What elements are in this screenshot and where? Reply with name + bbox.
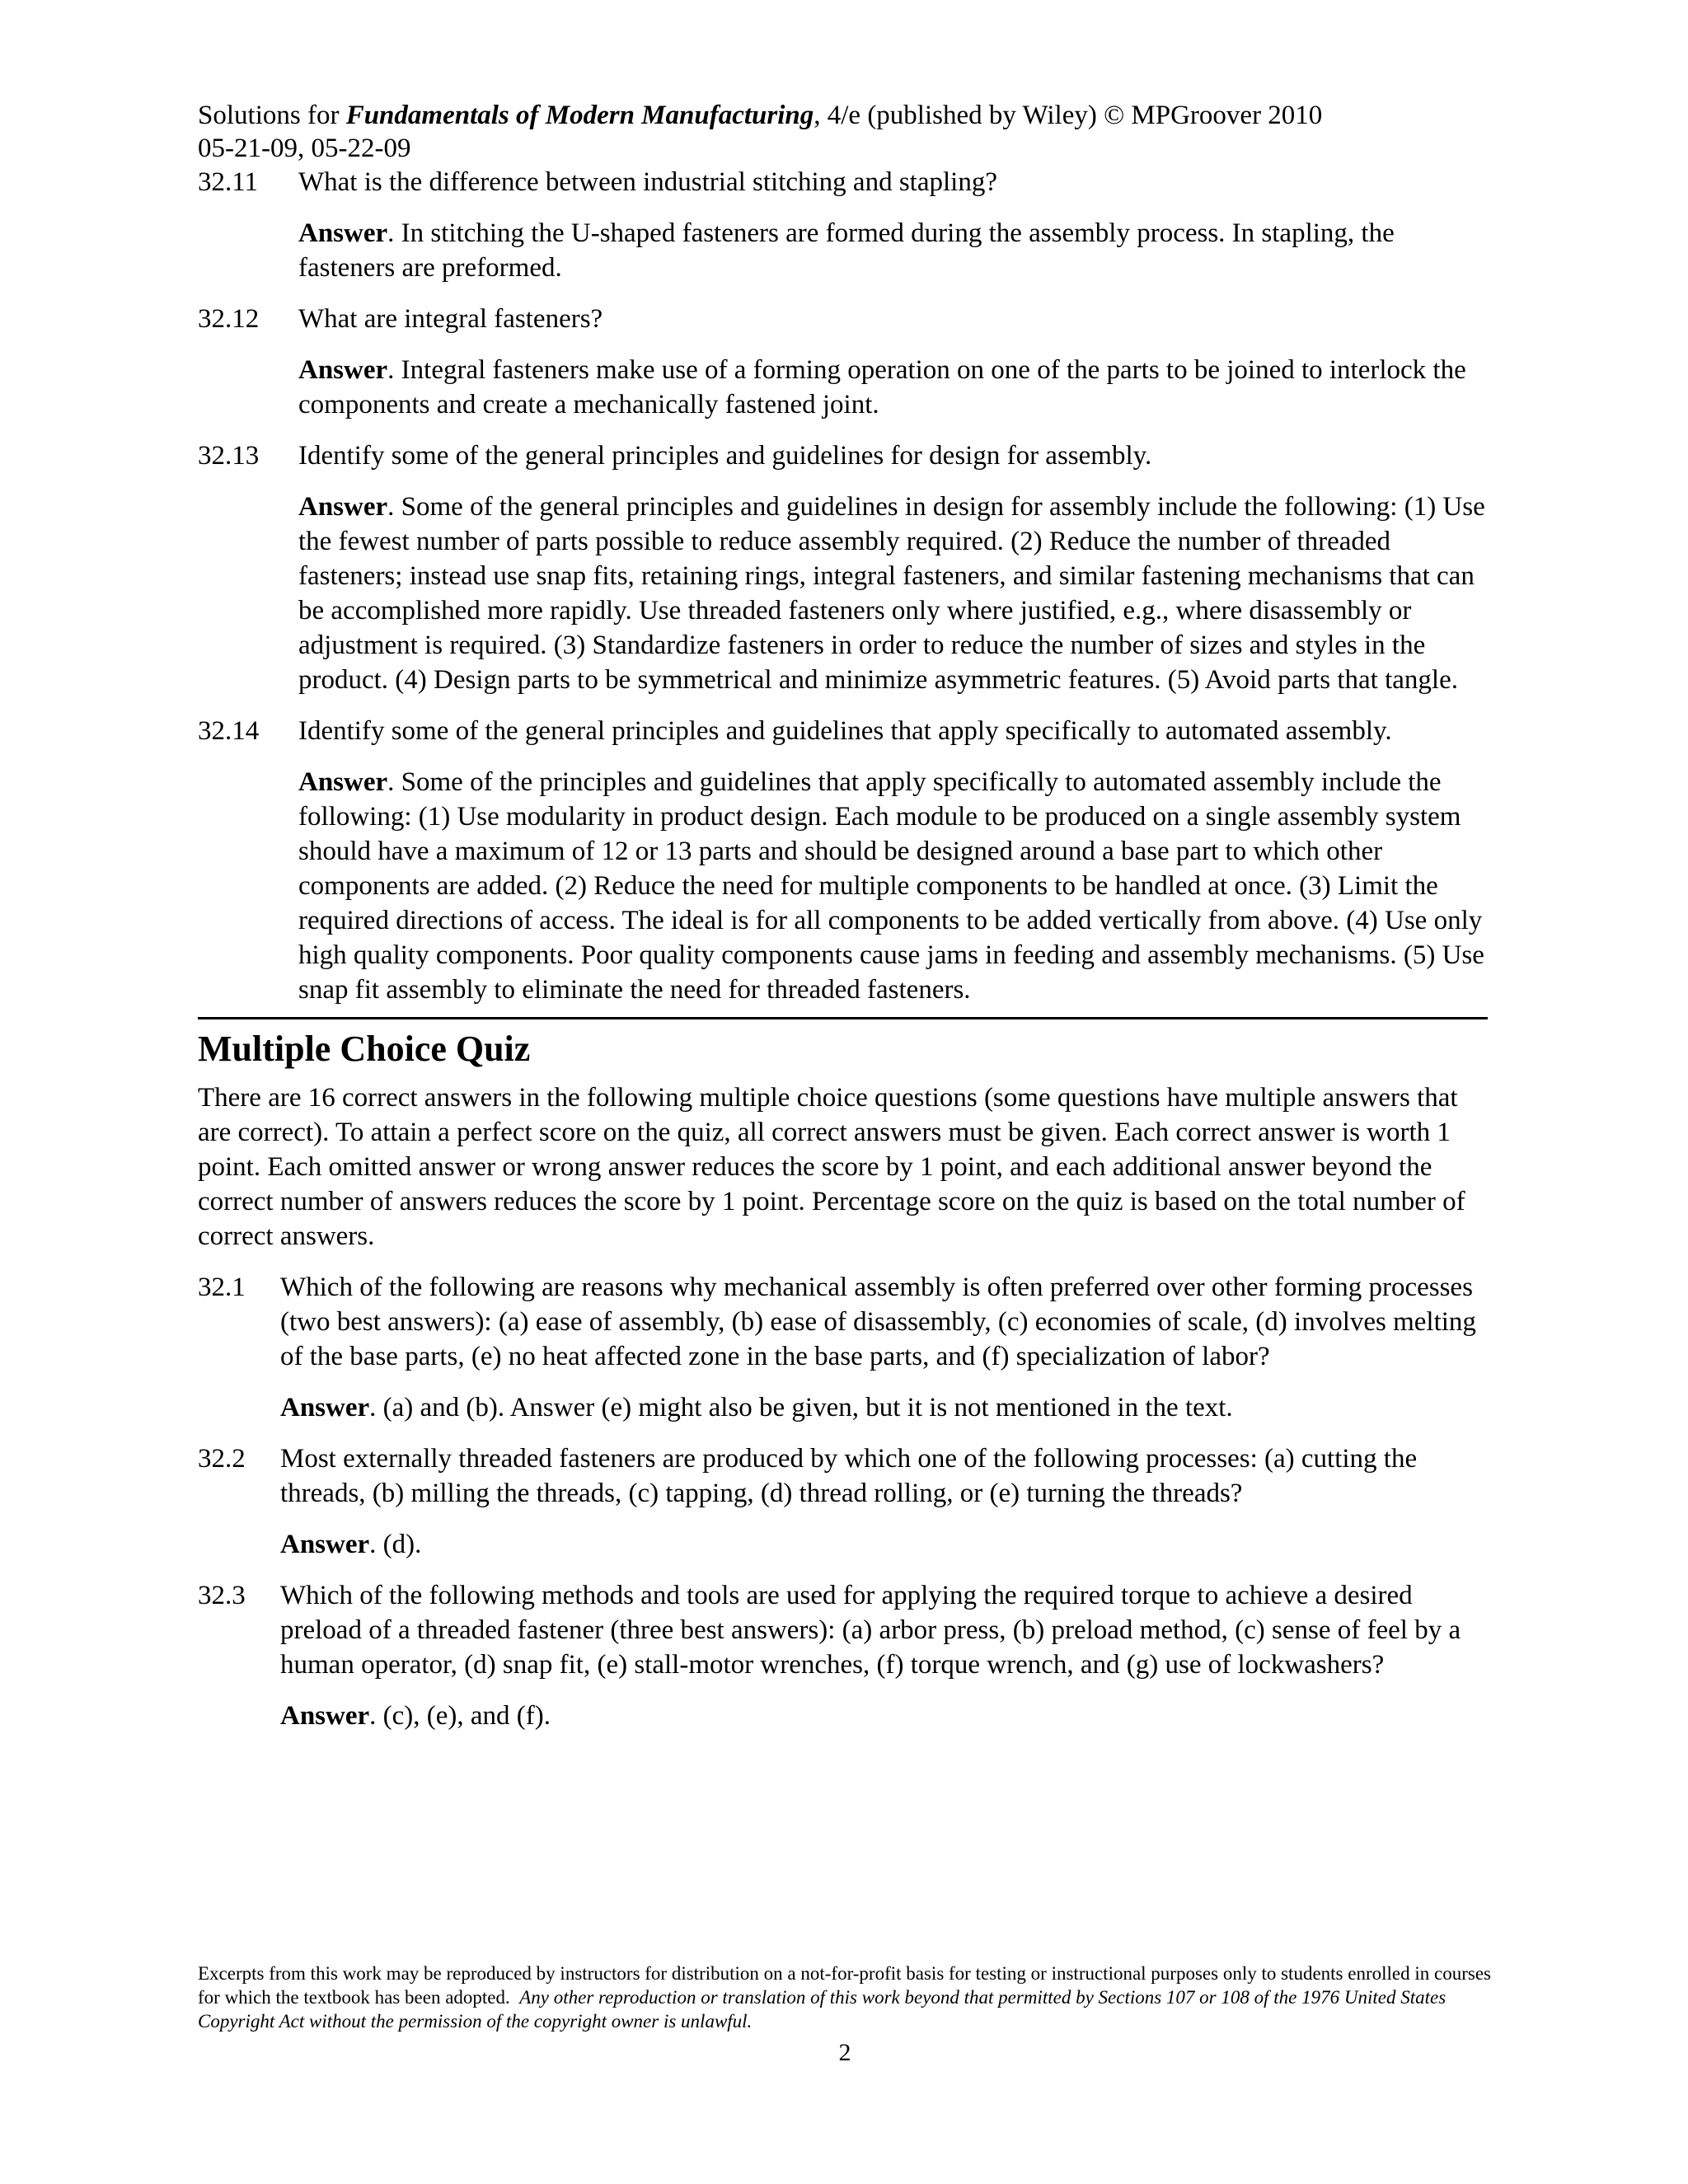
question-number: 32.14: [198, 716, 260, 746]
question-number: 32.11: [198, 167, 259, 197]
question-text: Identify some of the general principles and guidelines for design for assembly.: [298, 441, 1152, 471]
question-number: 32.2: [198, 1444, 246, 1474]
header-dates: 05-21-09, 05-22-09: [198, 134, 411, 163]
copyright-notice: Excerpts from this work may be reproduced by instructors for distribution on a not-for-profit basis for testing or instructional purposes only to students enrolled in courses for which the textbook has been adopted. Any other reproduction or translation of this work beyond that permitted by Sections 107 or 108 of the 1976 United States Copyright Act without the permission of the copyright owner is unlawful.: [198, 1963, 1491, 2032]
answer-paragraph: [280, 1390, 1492, 1425]
answer-text: . Some of the principles and guidelines that apply specifically to automated assembly include the following: (1) Use modularity in product design. Each module to be produced on a single assembly system should have a maximum of 12 or 13 parts and should be designed around a base part to which other components are added. (2) Reduce the need for multiple components to be handled at once. (3) Limit the required directions of access. The ideal is for all components to be added vertically from above. (4) Use only high quality components. Poor quality components cause jams in feeding and assembly mechanisms. (5) Use snap fit assembly to eliminate the need for threaded fasteners.: [298, 767, 1484, 1005]
section-title: Multiple Choice Quiz: [198, 1029, 531, 1069]
page-content: [198, 165, 1492, 1733]
answer-paragraph: [298, 765, 1492, 1007]
answer-text: . Integral fasteners make use of a forming operation on one of the parts to be joined to interlock the components and create a mechanically fastened joint.: [298, 355, 1466, 419]
question-text: What are integral fasteners?: [298, 304, 603, 334]
answer-label: Answer: [298, 355, 388, 385]
question-text: Which of the following methods and tools are used for applying the required torque to achieve a desired preload of a threaded fastener (three best answers): (a) arbor press, (b) preload method, (c) sense of feel by a human operator, (d) snap fit, (e) stall-motor wrenches, (f) torque wrench, and (g) use of lockwashers?: [280, 1581, 1461, 1680]
answer-text: . (a) and (b). Answer (e) might also be given, but it is not mentioned in the text.: [369, 1393, 1233, 1422]
quiz-question: [198, 1270, 1492, 1425]
quiz-question: [198, 1441, 1492, 1562]
question-text: What is the difference between industrial stitching and stapling?: [298, 167, 997, 197]
review-question: [198, 302, 1492, 422]
page-header: [198, 99, 1517, 165]
answer-text: . In stitching the U-shaped fasteners are formed during the assembly process. In stapling, the fasteners are preformed.: [298, 218, 1395, 283]
page-footer: [198, 1961, 1492, 2068]
answer-label: Answer: [280, 1701, 370, 1731]
answer-label: Answer: [280, 1530, 370, 1559]
quiz-intro: There are 16 correct answers in the following multiple choice questions (some questions have multiple answers that are correct). To attain a perfect score on the quiz, all correct answers must be given. Each correct answer is worth 1 point. Each omitted answer or wrong answer reduces the score by 1 point, and each additional answer beyond the correct number of answers reduces the score by 1 point. Percentage score on the quiz is based on the total number of correct answers.: [198, 1083, 1465, 1251]
header-citation: Solutions for Fundamentals of Modern Manufacturing, 4/e (published by Wiley) © MPGroover 2010: [198, 101, 1323, 130]
answer-label: Answer: [298, 218, 388, 248]
review-question: [198, 714, 1492, 1007]
quiz-question: [198, 1578, 1492, 1733]
answer-paragraph: [280, 1699, 1492, 1733]
review-question: [198, 165, 1492, 285]
answer-paragraph: [298, 490, 1492, 697]
question-text: Which of the following are reasons why mechanical assembly is often preferred over other forming processes (two best answers): (a) ease of assembly, (b) ease of disassembly, (c) economies of scale, (d) involves melting of the base parts, (e) no heat affected zone in the base parts, and (f) specialization of labor?: [280, 1272, 1476, 1371]
page-number: 2: [838, 2039, 851, 2066]
answer-text: . (d).: [369, 1530, 422, 1559]
question-text: Most externally threaded fasteners are produced by which one of the following processes: (a) cutting the threads, (b) milling the threads, (c) tapping, (d) thread rolling, or (e) turning the threads?: [280, 1444, 1418, 1508]
copyright-notice-italic: Any other reproduction or translation of this work beyond that permitted by Sections 107 or 108 of the 1976 United States Copyright Act without the permission of the copyright owner is unlawful.: [198, 1987, 1447, 2032]
answer-label: Answer: [298, 492, 388, 522]
answer-paragraph: [298, 216, 1492, 285]
question-number: 32.1: [198, 1272, 246, 1302]
answer-paragraph: [298, 353, 1492, 422]
answer-label: Answer: [298, 767, 388, 797]
review-question: [198, 438, 1492, 697]
question-number: 32.13: [198, 441, 260, 471]
section-divider: [198, 1017, 1488, 1019]
question-text: Identify some of the general principles and guidelines that apply specifically to automated assembly.: [298, 716, 1392, 746]
answer-text: . Some of the general principles and guidelines in design for assembly include the following: (1) Use the fewest number of parts possible to reduce assembly required. (2) Reduce the number of threaded fasteners; instead use snap fits, retaining rings, integral fasteners, and similar fastening mechanisms that can be accomplished more rapidly. Use threaded fasteners only where justified, e.g., where disassembly or adjustment is required. (3) Standardize fasteners in order to reduce the number of sizes and styles in the product. (4) Design parts to be symmetrical and minimize asymmetric features. (5) Avoid parts that tangle.: [298, 492, 1485, 695]
question-number: 32.3: [198, 1581, 246, 1610]
question-number: 32.12: [198, 304, 260, 334]
answer-paragraph: [280, 1527, 1492, 1562]
book-title: Fundamentals of Modern Manufacturing: [345, 101, 814, 130]
answer-label: Answer: [280, 1393, 370, 1422]
answer-text: . (c), (e), and (f).: [369, 1701, 551, 1731]
